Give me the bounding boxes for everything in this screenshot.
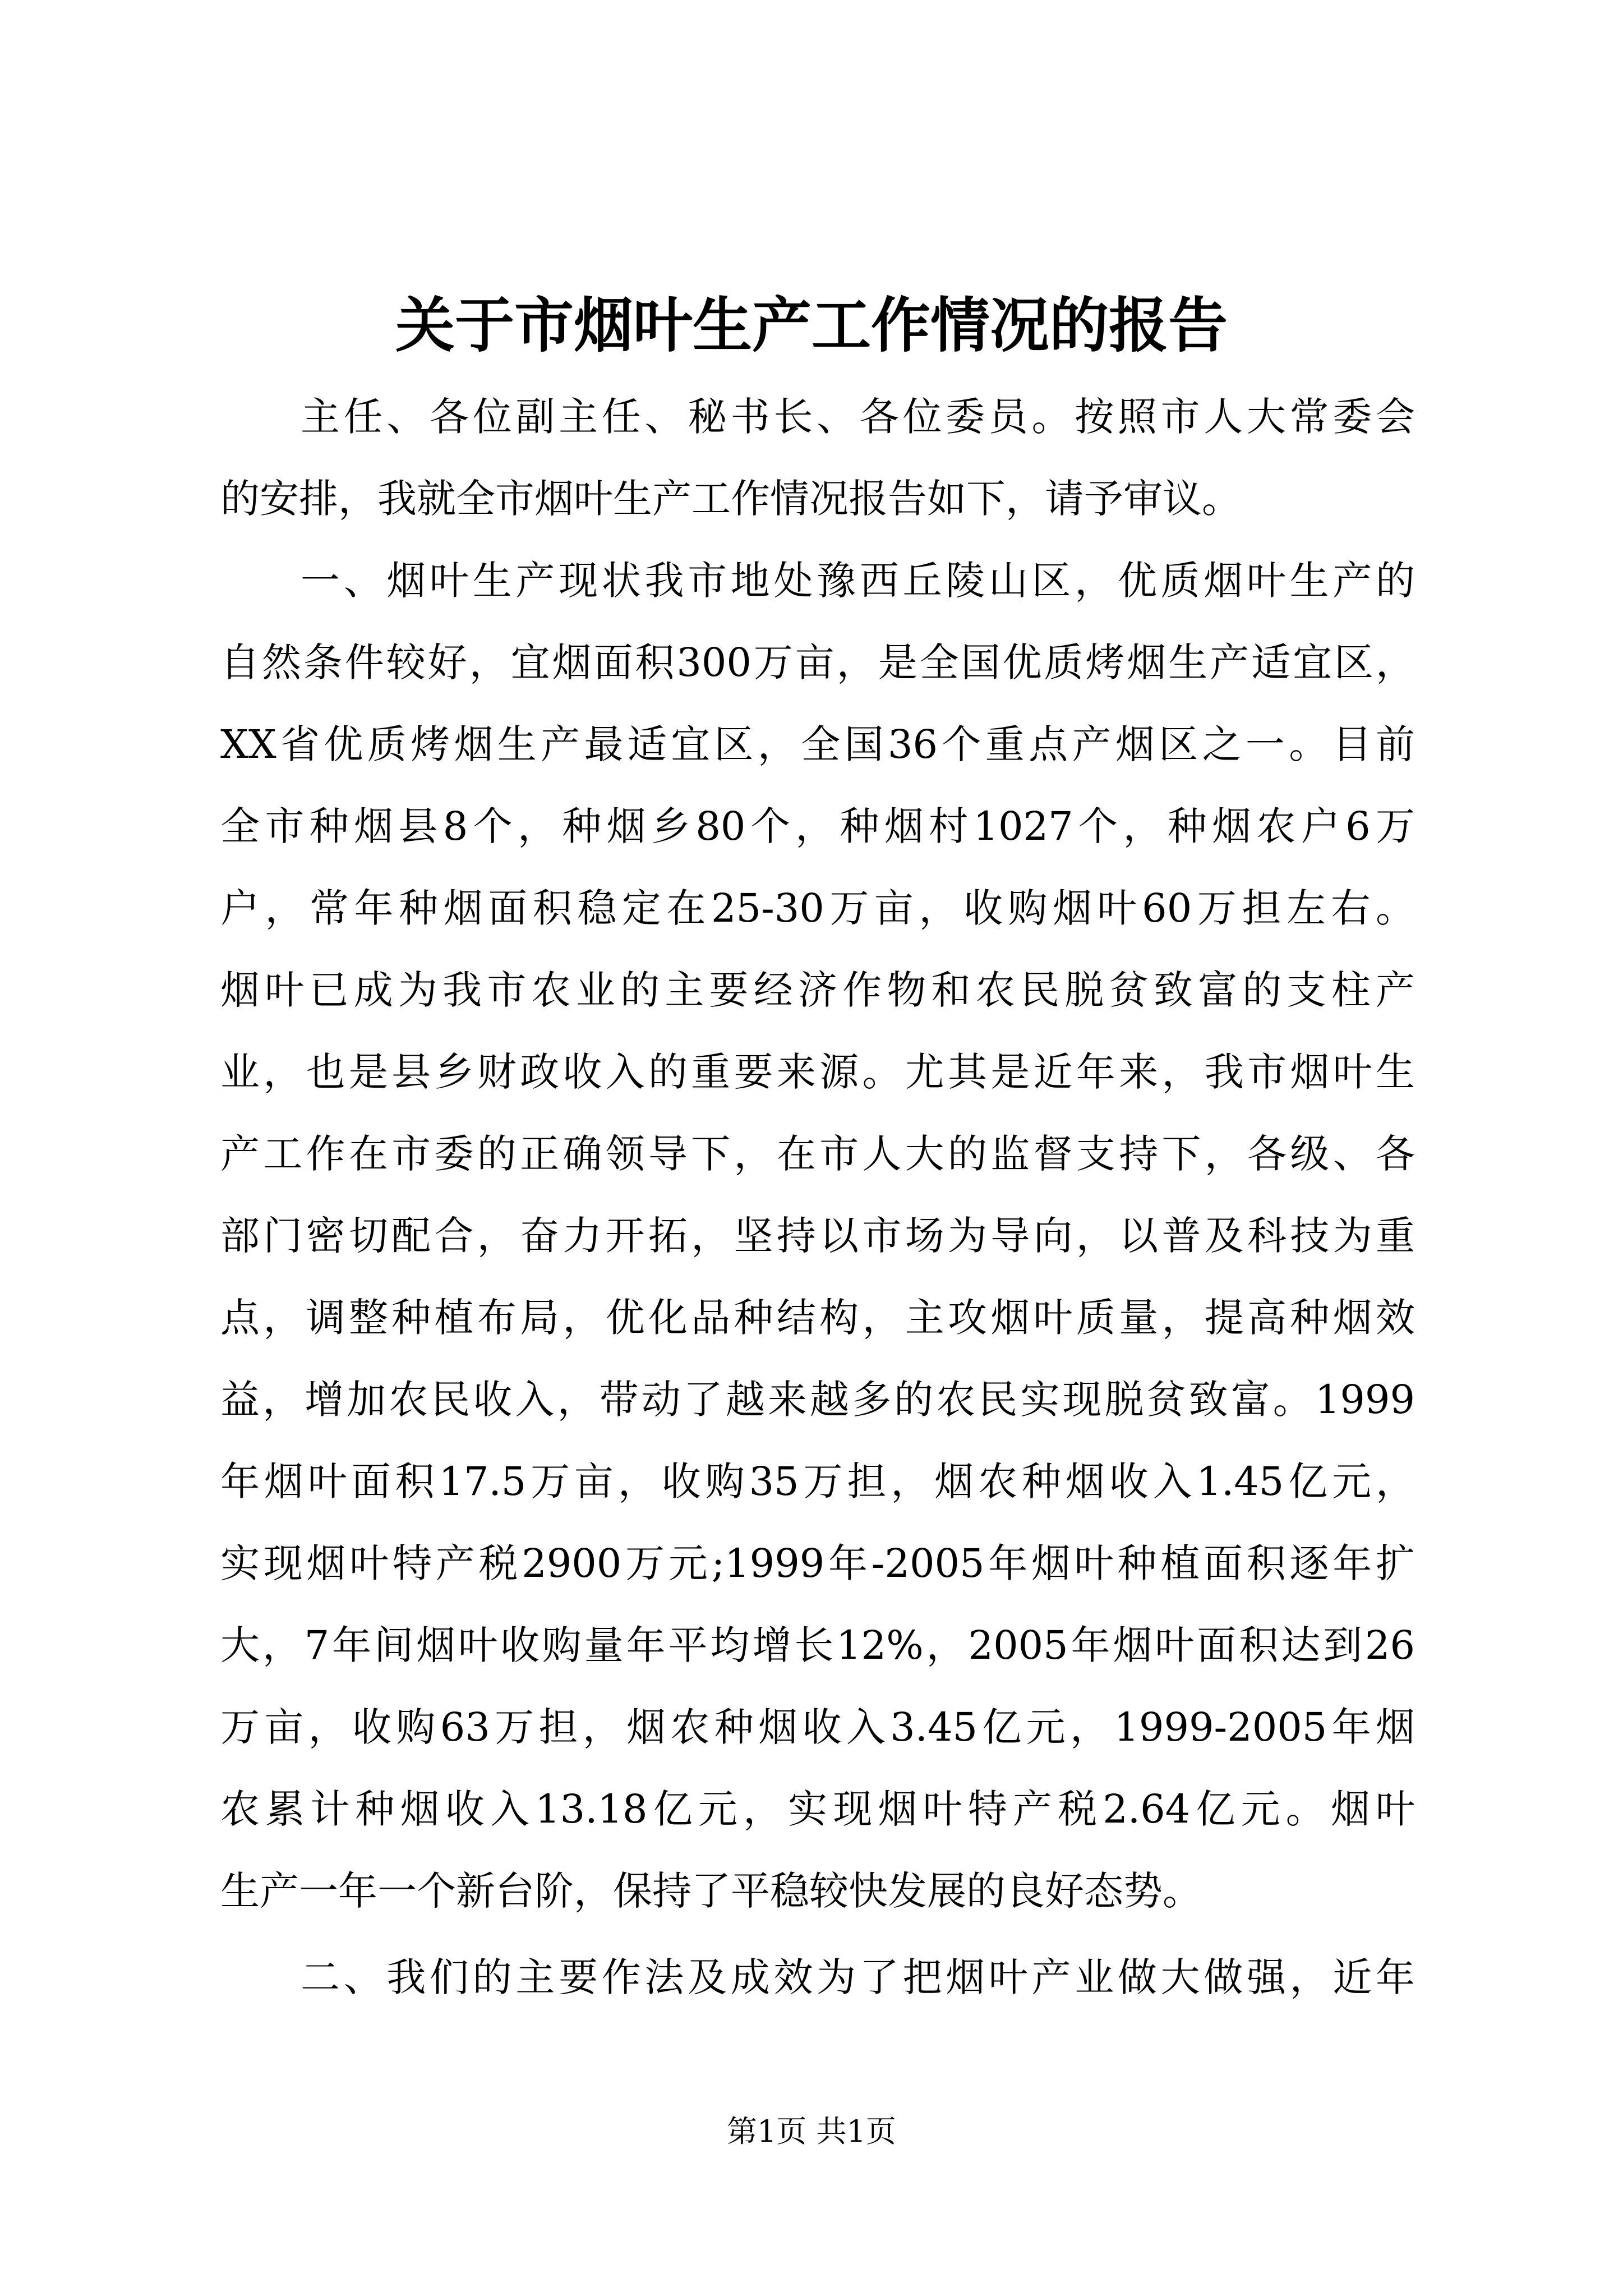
text-line: 年烟叶面积17.5万亩，收购35万担，烟农种烟收入1.45亿元，	[220, 1458, 1415, 1504]
paragraph-current-status	[220, 540, 1415, 1932]
text-line: 大，7年间烟叶收购量年平均增长12%，2005年烟叶面积达到26	[220, 1622, 1415, 1668]
document-body	[220, 376, 1415, 2018]
text-line: 实现烟叶特产税2900万元;1999年-2005年烟叶种植面积逐年扩	[220, 1540, 1415, 1586]
text-line: 自然条件较好，宜烟面积300万亩，是全国优质烤烟生产适宜区，	[220, 639, 1415, 685]
text-line: 部门密切配合，奋力开拓，坚持以市场为导向，以普及科技为重	[220, 1213, 1415, 1259]
text-line: 农累计种烟收入13.18亿元，实现烟叶特产税2.64亿元。烟叶	[220, 1786, 1415, 1832]
text-line: XX省优质烤烟生产最适宜区，全国36个重点产烟区之一。目前	[220, 721, 1415, 767]
text-line: 烟叶已成为我市农业的主要经济作物和农民脱贫致富的支柱产	[220, 967, 1415, 1013]
text-line: 主任、各位副主任、秘书长、各位委员。按照市人大常委会	[301, 394, 1415, 440]
text-line: 业，也是县乡财政收入的重要来源。尤其是近年来，我市烟叶生	[220, 1049, 1415, 1095]
text-line: 全市种烟县8个，种烟乡80个，种烟村1027个，种烟农户6万	[220, 803, 1415, 849]
paragraph-main-practices	[220, 1936, 1415, 2018]
text-line: 生产一年一个新台阶，保持了平稳较快发展的良好态势。	[220, 1868, 1202, 1914]
paragraph-salutation	[220, 376, 1415, 540]
text-line: 点，调整种植布局，优化品种结构，主攻烟叶质量，提高种烟效	[220, 1295, 1415, 1341]
document-title: 关于市烟叶生产工作情况的报告	[395, 290, 1228, 360]
text-line: 产工作在市委的正确领导下，在市人大的监督支持下，各级、各	[220, 1131, 1415, 1177]
text-line: 一、烟叶生产现状我市地处豫西丘陵山区，优质烟叶生产的	[301, 558, 1415, 604]
page-footer: 第1页 共1页	[727, 2114, 896, 2149]
paragraph-gap	[220, 1932, 1415, 1936]
text-line: 二、我们的主要作法及成效为了把烟叶产业做大做强，近年	[301, 1954, 1415, 2000]
text-line: 户，常年种烟面积稳定在25-30万亩，收购烟叶60万担左右。	[220, 885, 1415, 931]
text-line: 万亩，收购63万担，烟农种烟收入3.45亿元，1999-2005年烟	[220, 1704, 1415, 1750]
text-line: 益，增加农民收入，带动了越来越多的农民实现脱贫致富。1999	[220, 1377, 1415, 1423]
text-line: 的安排，我就全市烟叶生产工作情况报告如下，请予审议。	[220, 476, 1241, 522]
